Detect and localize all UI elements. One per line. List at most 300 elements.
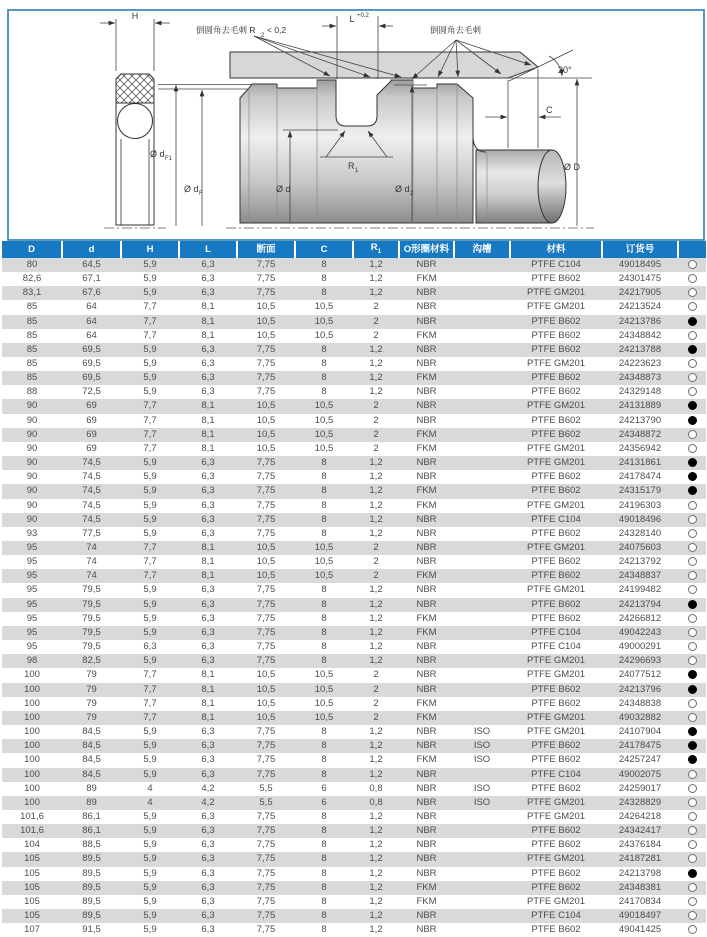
availability-cell — [678, 442, 706, 456]
table-cell: NBR — [416, 598, 437, 610]
table-cell: NBR — [416, 343, 437, 355]
dim-c-label: C — [546, 105, 553, 115]
table-cell: 6,3 — [201, 825, 215, 837]
open-dot-icon — [688, 897, 697, 906]
table-cell: 1,2 — [369, 626, 383, 638]
table-cell: 7,75 — [256, 386, 276, 398]
table-cell — [454, 385, 510, 399]
open-dot-icon — [688, 543, 697, 552]
table-cell: 89,5 — [82, 853, 101, 865]
table-cell: 100 — [24, 669, 40, 681]
housing-bar — [230, 52, 538, 78]
table-cell: 10,5 — [314, 428, 334, 440]
availability-cell — [678, 768, 706, 782]
availability-cell — [678, 683, 706, 697]
table-cell: NBR — [416, 853, 437, 865]
table-cell: 8 — [321, 853, 327, 865]
table-cell: FKM — [416, 895, 437, 907]
table-cell: 7,75 — [256, 598, 276, 610]
table-row — [2, 598, 706, 612]
table-cell: 8 — [321, 457, 327, 469]
table-cell: 86,1 — [82, 810, 101, 822]
column-header — [678, 241, 706, 258]
table-cell: 80 — [26, 258, 38, 270]
table-cell: 100 — [24, 768, 40, 780]
table-cell — [454, 329, 510, 343]
availability-cell — [678, 626, 706, 640]
table-cell: 1,2 — [369, 527, 383, 539]
table-cell: 74,5 — [82, 471, 101, 483]
table-cell: 105 — [24, 881, 40, 893]
table-cell: 91,5 — [82, 924, 101, 936]
table-cell: NBR — [416, 457, 437, 469]
table-cell: 8,1 — [201, 329, 215, 341]
table-cell: PTFE B602 — [531, 612, 581, 624]
availability-cell — [678, 654, 706, 668]
open-dot-icon — [688, 925, 697, 934]
table-cell: NBR — [416, 542, 437, 554]
table-cell: NBR — [416, 867, 437, 879]
table-cell: 7,75 — [256, 924, 276, 936]
table-cell — [454, 428, 510, 442]
table-cell: 67,6 — [82, 287, 101, 299]
table-cell: 7,75 — [256, 612, 276, 624]
table-cell: 24328140 — [618, 527, 662, 539]
table-row — [2, 286, 706, 300]
availability-cell — [678, 456, 706, 470]
table-cell: 24296693 — [618, 655, 662, 667]
shaft-body — [240, 80, 473, 223]
table-cell: NBR — [416, 782, 437, 794]
table-cell: 6,3 — [201, 810, 215, 822]
table-cell: 6 — [321, 796, 327, 808]
table-cell: 6,3 — [201, 513, 215, 525]
table-cell: 79,5 — [82, 641, 101, 653]
open-dot-icon — [688, 430, 697, 439]
open-dot-icon — [688, 331, 697, 340]
table-cell: 2 — [373, 711, 379, 723]
table-cell: 24213796 — [618, 683, 662, 695]
table-cell: 74,5 — [82, 457, 101, 469]
table-cell: 2 — [373, 697, 379, 709]
table-cell: 8 — [321, 372, 327, 384]
table-cell: 107 — [24, 924, 40, 936]
table-cell: 90 — [26, 414, 38, 426]
column-header — [295, 241, 353, 258]
open-dot-icon — [688, 854, 697, 863]
table-row — [2, 796, 706, 810]
table-cell: 6,3 — [201, 895, 215, 907]
table-row — [2, 739, 706, 753]
table-cell: 89 — [86, 782, 97, 794]
table-row — [2, 499, 706, 513]
availability-cell — [678, 838, 706, 852]
table-cell: 8 — [321, 598, 327, 610]
table-cell: 10,5 — [256, 428, 276, 440]
table-cell: 24199482 — [618, 584, 662, 596]
table-cell: 10,5 — [256, 542, 276, 554]
table-cell: 8 — [321, 343, 327, 355]
table-cell: 4 — [147, 796, 153, 808]
table-cell: 5,9 — [143, 357, 157, 369]
table-cell: 8 — [321, 740, 327, 752]
table-cell: 8 — [321, 386, 327, 398]
table-cell: 24301475 — [618, 273, 662, 285]
availability-cell — [678, 272, 706, 286]
table-cell: PTFE GM201 — [526, 584, 586, 596]
table-cell: 95 — [26, 556, 38, 568]
table-cell: 74 — [86, 556, 97, 568]
table-cell: 7,75 — [256, 471, 276, 483]
table-cell: 7,7 — [143, 711, 157, 723]
open-dot-icon — [688, 713, 697, 722]
table-cell: 1,2 — [369, 910, 383, 922]
table-cell: FKM — [416, 570, 437, 582]
table-cell: 84,5 — [82, 754, 101, 766]
table-row — [2, 654, 706, 668]
table-cell: 8 — [321, 655, 327, 667]
table-cell: NBR — [416, 726, 437, 738]
column-header-subscript: 1 — [377, 247, 382, 255]
table-cell: 90 — [26, 513, 38, 525]
table-cell: 90 — [26, 499, 38, 511]
table-cell: 5,5 — [259, 782, 273, 794]
table-cell: 1,2 — [369, 740, 383, 752]
table-cell: 0,8 — [369, 782, 383, 794]
table-cell: 6,3 — [201, 287, 215, 299]
table-cell: PTFE B602 — [531, 867, 581, 879]
table-cell: 74,5 — [82, 499, 101, 511]
filled-dot-icon — [688, 685, 697, 694]
table-cell: 5,9 — [143, 527, 157, 539]
deburr-left-annotation: 倒圆角去毛刺 R — [196, 25, 256, 35]
table-cell: 5,5 — [259, 796, 273, 808]
table-cell: 49041425 — [618, 924, 662, 936]
table-cell: PTFE C104 — [531, 641, 581, 653]
table-cell: 24213798 — [618, 867, 662, 879]
table-cell: 69,5 — [82, 372, 101, 384]
table-cell: 6,3 — [201, 924, 215, 936]
size-table — [2, 241, 706, 937]
table-cell: NBR — [416, 825, 437, 837]
availability-cell — [678, 357, 706, 371]
table-cell: 7,75 — [256, 357, 276, 369]
table-cell: 24178474 — [618, 471, 662, 483]
table-cell: 93 — [26, 527, 38, 539]
table-cell: 85 — [26, 357, 38, 369]
table-cell: PTFE B602 — [531, 683, 581, 695]
availability-cell — [678, 428, 706, 442]
table-cell: 105 — [24, 895, 40, 907]
table-cell: 8 — [321, 754, 327, 766]
table-cell: NBR — [416, 471, 437, 483]
table-cell: 8 — [321, 881, 327, 893]
availability-cell — [678, 371, 706, 385]
table-cell: 5,9 — [143, 626, 157, 638]
table-cell — [454, 286, 510, 300]
availability-cell — [678, 555, 706, 569]
table-cell: 101,6 — [20, 825, 44, 837]
table-cell: PTFE B602 — [531, 881, 581, 893]
rod — [473, 138, 566, 223]
table-cell: 6,3 — [201, 471, 215, 483]
table-cell: 2 — [373, 428, 379, 440]
table-cell: PTFE B602 — [531, 924, 581, 936]
table-cell: 24257247 — [618, 754, 662, 766]
table-cell: 105 — [24, 853, 40, 865]
table-cell: PTFE B602 — [531, 329, 581, 341]
table-cell: 6,3 — [201, 343, 215, 355]
table-cell: 6,3 — [201, 357, 215, 369]
table-body — [2, 258, 706, 937]
availability-cell — [678, 909, 706, 923]
column-header-label: 断面 — [256, 243, 276, 255]
table-cell: 7,7 — [143, 315, 157, 327]
dim-d-label: Ø d — [276, 184, 291, 194]
table-cell: 7,75 — [256, 372, 276, 384]
table-cell — [454, 697, 510, 711]
table-cell: 7,75 — [256, 895, 276, 907]
table-cell: 24356942 — [618, 442, 662, 454]
table-cell — [454, 852, 510, 866]
column-header-label: H — [146, 243, 154, 255]
column-header — [454, 241, 510, 258]
table-cell: 7,75 — [256, 740, 276, 752]
table-cell: PTFE B602 — [531, 428, 581, 440]
table-cell: 7,75 — [256, 273, 276, 285]
table-cell: 79,5 — [82, 612, 101, 624]
table-cell: 7,75 — [256, 825, 276, 837]
table-cell: 90 — [26, 442, 38, 454]
table-cell: 69 — [86, 442, 97, 454]
table-cell: 8 — [321, 768, 327, 780]
table-cell: 6,3 — [201, 258, 215, 270]
table-cell: 24131861 — [618, 457, 662, 469]
table-cell: 7,75 — [256, 457, 276, 469]
table-cell: 5,9 — [143, 768, 157, 780]
table-cell: 24348838 — [618, 697, 662, 709]
table-cell: 5,9 — [143, 471, 157, 483]
table-cell: FKM — [416, 626, 437, 638]
table-cell: 24348842 — [618, 329, 662, 341]
availability-cell — [678, 315, 706, 329]
table-row — [2, 414, 706, 428]
table-cell — [454, 272, 510, 286]
open-dot-icon — [688, 529, 697, 538]
deburr-right-annotation: 倒圆角去毛刺 — [430, 25, 482, 35]
table-cell: 5,9 — [143, 867, 157, 879]
table-cell: 6,3 — [201, 754, 215, 766]
table-cell: 90 — [26, 471, 38, 483]
table-cell: FKM — [416, 711, 437, 723]
column-header — [399, 241, 454, 258]
table-cell: 84,5 — [82, 740, 101, 752]
dim-l-label: L — [349, 14, 355, 24]
column-header — [510, 241, 602, 258]
table-cell: FKM — [416, 697, 437, 709]
open-dot-icon — [688, 302, 697, 311]
table-cell — [454, 499, 510, 513]
table-cell: 24213524 — [618, 301, 662, 313]
table-cell: 85 — [26, 329, 38, 341]
table-cell: 2 — [373, 329, 379, 341]
table-cell: 100 — [24, 726, 40, 738]
table-cell: 8 — [321, 258, 327, 270]
table-cell: 1,2 — [369, 924, 383, 936]
availability-cell — [678, 300, 706, 314]
technical-drawing — [0, 0, 707, 241]
table-row — [2, 343, 706, 357]
table-cell: NBR — [416, 768, 437, 780]
table-cell: NBR — [416, 669, 437, 681]
table-cell — [454, 414, 510, 428]
table-cell: PTFE GM201 — [526, 726, 586, 738]
open-dot-icon — [688, 826, 697, 835]
availability-cell — [678, 343, 706, 357]
table-cell: 82,5 — [82, 655, 101, 667]
table-row — [2, 527, 706, 541]
column-header — [2, 241, 62, 258]
table-cell: PTFE GM201 — [526, 542, 586, 554]
table-cell: 1,2 — [369, 485, 383, 497]
table-cell: 95 — [26, 570, 38, 582]
filled-dot-icon — [688, 486, 697, 495]
table-cell: 6 — [321, 782, 327, 794]
table-cell: 6,3 — [201, 584, 215, 596]
table-cell: 95 — [26, 542, 38, 554]
table-cell — [454, 555, 510, 569]
availability-cell — [678, 895, 706, 909]
table-cell: 24107904 — [618, 726, 662, 738]
table-cell: 2 — [373, 570, 379, 582]
table-cell: 85 — [26, 343, 38, 355]
table-cell: PTFE GM201 — [526, 357, 586, 369]
table-cell: 7,7 — [143, 542, 157, 554]
table-row — [2, 258, 706, 272]
table-cell: 5,9 — [143, 895, 157, 907]
table-cell: PTFE B602 — [531, 386, 581, 398]
table-cell: PTFE B602 — [531, 839, 581, 851]
table-cell: FKM — [416, 881, 437, 893]
table-cell: PTFE GM201 — [526, 287, 586, 299]
table-cell — [454, 371, 510, 385]
table-cell — [454, 569, 510, 583]
dim-df1-label: Ø d — [150, 149, 165, 159]
table-cell: NBR — [416, 386, 437, 398]
column-header — [62, 241, 121, 258]
availability-cell — [678, 923, 706, 937]
table-cell — [454, 654, 510, 668]
table-cell: 7,75 — [256, 839, 276, 851]
availability-cell — [678, 782, 706, 796]
availability-cell — [678, 881, 706, 895]
table-cell: 1,2 — [369, 655, 383, 667]
table-cell: 8 — [321, 612, 327, 624]
table-cell: 6,3 — [201, 527, 215, 539]
table-row — [2, 470, 706, 484]
column-header — [237, 241, 295, 258]
table-cell: 8 — [321, 584, 327, 596]
table-cell: 1,2 — [369, 258, 383, 270]
table-cell: 10,5 — [256, 329, 276, 341]
table-cell: PTFE B602 — [531, 414, 581, 426]
table-row — [2, 357, 706, 371]
table-cell: 49018495 — [618, 258, 662, 270]
table-cell: 8 — [321, 825, 327, 837]
availability-cell — [678, 725, 706, 739]
table-cell: 5,9 — [143, 740, 157, 752]
column-header-label: L — [205, 243, 211, 255]
deburr-left-annotation-sub: 2 — [261, 33, 265, 39]
table-cell: 1,2 — [369, 810, 383, 822]
open-dot-icon — [688, 288, 697, 297]
table-cell: 10,5 — [314, 697, 334, 709]
table-cell: 7,7 — [143, 329, 157, 341]
availability-cell — [678, 286, 706, 300]
table-cell — [454, 399, 510, 413]
table-cell: 100 — [24, 782, 40, 794]
table-cell: PTFE GM201 — [526, 301, 586, 313]
availability-cell — [678, 470, 706, 484]
table-cell: 24131889 — [618, 400, 662, 412]
table-cell: 49042243 — [618, 626, 662, 638]
table-cell: 8 — [321, 513, 327, 525]
table-cell: 2 — [373, 315, 379, 327]
table-cell — [454, 258, 510, 272]
table-cell: 6,3 — [201, 372, 215, 384]
table-cell: FKM — [416, 754, 437, 766]
table-cell — [454, 810, 510, 824]
table-cell: 90 — [26, 457, 38, 469]
table-cell: 7,75 — [256, 881, 276, 893]
table-row — [2, 782, 706, 796]
table-cell: 90 — [26, 400, 38, 412]
table-cell: 6,3 — [143, 641, 157, 653]
table-cell: 7,75 — [256, 499, 276, 511]
table-cell: 7,75 — [256, 754, 276, 766]
table-row — [2, 385, 706, 399]
table-cell — [454, 527, 510, 541]
table-cell: 24376184 — [618, 839, 662, 851]
table-cell: 7,75 — [256, 853, 276, 865]
table-cell: 8 — [321, 910, 327, 922]
table-row — [2, 810, 706, 824]
table-cell: 10,5 — [314, 315, 334, 327]
open-dot-icon — [688, 614, 697, 623]
table-cell: 10,5 — [314, 556, 334, 568]
filled-dot-icon — [688, 401, 697, 410]
table-cell: 88 — [26, 386, 38, 398]
dim-D-label: Ø D — [564, 162, 581, 172]
table-cell — [454, 668, 510, 682]
filled-dot-icon — [688, 600, 697, 609]
open-dot-icon — [688, 260, 697, 269]
table-cell: 5,9 — [143, 386, 157, 398]
table-cell: FKM — [416, 372, 437, 384]
table-cell: 90 — [26, 485, 38, 497]
table-row — [2, 697, 706, 711]
table-cell: 5,9 — [143, 910, 157, 922]
table-cell: 10,5 — [314, 329, 334, 341]
table-cell: 10,5 — [256, 711, 276, 723]
table-cell: 69,5 — [82, 357, 101, 369]
table-cell: 5,9 — [143, 343, 157, 355]
column-header — [602, 241, 678, 258]
table-cell: 1,2 — [369, 853, 383, 865]
table-cell: 2 — [373, 301, 379, 313]
table-cell — [454, 881, 510, 895]
table-cell: 10,5 — [256, 556, 276, 568]
